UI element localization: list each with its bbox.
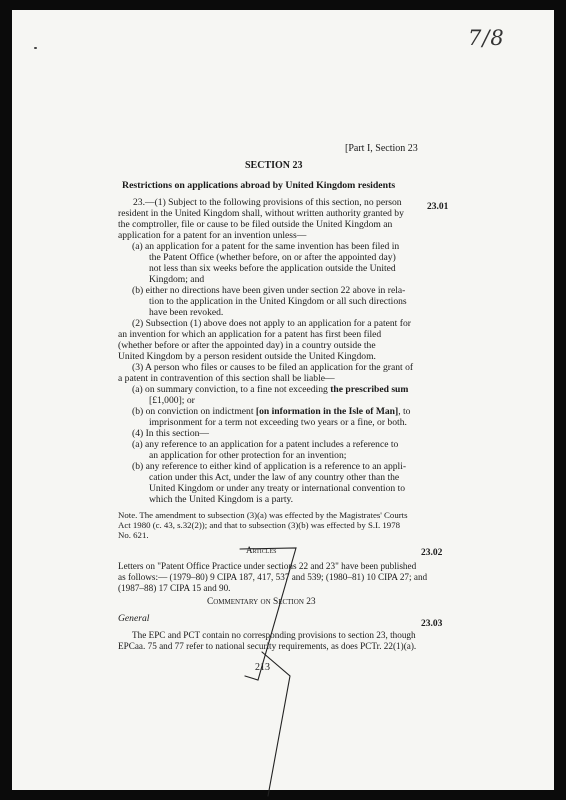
note-line: No. 621. [118, 530, 149, 540]
margin-number: 23.01 [427, 202, 449, 212]
text-line: (2) Subsection (1) above does not apply to an application for a patent for [132, 318, 411, 329]
articles-heading: Articles [246, 545, 277, 555]
page-number: 213 [255, 662, 270, 673]
articles-line: (1987–88) 17 CIPA 15 and 90. [118, 583, 231, 593]
text-line: (4) In this section— [132, 428, 210, 439]
text-line: cation under this Act, under the law of any country other than the [149, 472, 400, 483]
text-line: the comptroller, file or cause to be filed outside the United Kingdom an [118, 219, 393, 230]
text-line: (b) on conviction on indictment [on information in the Isle of Man], to [132, 406, 411, 417]
margin-number: 23.03 [421, 619, 443, 629]
text-line: [£1,000]; or [149, 395, 195, 406]
handwritten-page-number: 7/8 [468, 26, 505, 50]
text-line: the Patent Office (whether before, on or after the appointed day) [149, 252, 396, 263]
text-line: have been revoked. [149, 307, 224, 318]
text-line: imprisonment for a term not exceeding two years or a fine, or both. [149, 417, 407, 428]
text-line: United Kingdom or under any treaty or international convention to [149, 483, 406, 494]
articles-line: as follows:— (1979–80) 9 CIPA 187, 417, 537 and 539; (1980–81) 10 CIPA 27; and [118, 572, 428, 582]
running-head: [Part I, Section 23 [345, 143, 418, 154]
text-line: (whether before or after the appointed day) in a country outside the [118, 340, 376, 351]
text-line: (a) on summary conviction, to a fine not exceeding the prescribed sum [132, 384, 409, 395]
text-line: tion to the application in the United Kingdom or all such directions [149, 296, 407, 307]
text-line: (a) any reference to an application for a patent includes a reference to [132, 439, 399, 450]
note-line: Note. The amendment to subsection (3)(a) was effected by the Magistrates' Courts [118, 510, 408, 520]
note-line: Act 1980 (c. 43, s.32(2)); and that to subsection (3)(b) was effected by S.I. 1978 [118, 520, 401, 530]
text-line: application for a patent for an invention unless— [118, 230, 307, 241]
document-page [12, 10, 554, 790]
general-line: EPCaa. 75 and 77 refer to national security requirements, as does PCTr. 22(1)(a). [118, 641, 417, 651]
text-line: a patent in contravention of this section shall be liable— [118, 373, 335, 384]
scan-speck [34, 47, 37, 49]
text-line: United Kingdom by a person resident outside the United Kingdom. [118, 351, 376, 362]
text-line: 23.—(1) Subject to the following provisions of this section, no person [133, 197, 402, 208]
text-line: (b) any reference to either kind of application is a reference to an appli- [132, 461, 407, 472]
general-line: The EPC and PCT contain no corresponding provisions to section 23, though [132, 630, 416, 640]
articles-line: Letters on "Patent Office Practice under sections 22 and 23" have been published [118, 561, 417, 571]
general-subheading: General [118, 613, 150, 624]
text-line: resident in the United Kingdom shall, without written authority granted by [118, 208, 404, 219]
text-line: (b) either no directions have been given under section 22 above in rela- [132, 285, 406, 296]
text-line: (a) an application for a patent for the same invention has been filed in [132, 241, 400, 252]
commentary-heading: Commentary on Section 23 [207, 597, 316, 607]
text-line: an invention for which an application for a patent has first been filed [118, 329, 382, 340]
section-subtitle: Restrictions on applications abroad by United Kingdom residents [122, 180, 396, 191]
text-line: not less than six weeks before the application outside the United [149, 263, 396, 274]
margin-number: 23.02 [421, 548, 443, 558]
text-line: (3) A person who files or causes to be filed an application for the grant of [132, 362, 414, 373]
text-line: an application for other protection for an invention; [149, 450, 347, 461]
text-line: Kingdom; and [149, 274, 205, 285]
text-line: which the United Kingdom is a party. [149, 494, 294, 505]
section-title: SECTION 23 [245, 160, 303, 171]
